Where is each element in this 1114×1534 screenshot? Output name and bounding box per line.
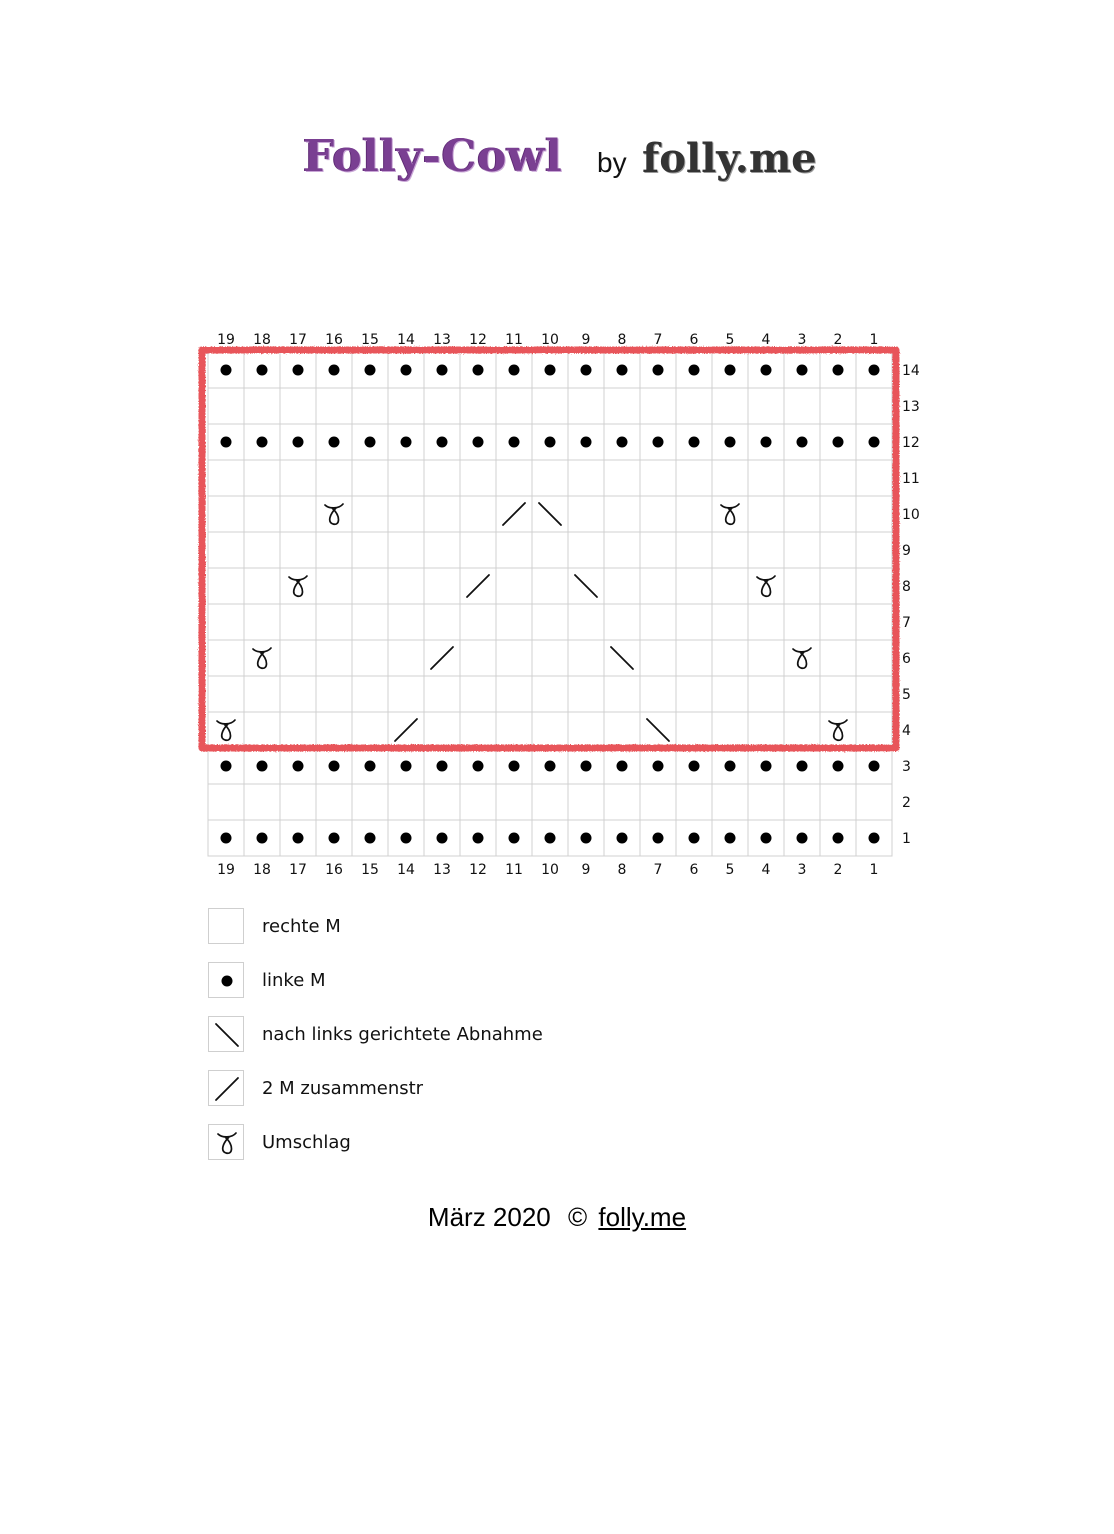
row-number: 7	[902, 615, 911, 631]
column-number-bottom: 2	[833, 862, 843, 878]
purl-dot-icon	[653, 437, 664, 448]
purl-dot-icon	[869, 437, 880, 448]
purl-dot-icon	[473, 365, 484, 376]
column-number-bottom: 4	[761, 862, 771, 878]
purl-dot-icon	[473, 833, 484, 844]
column-number-bottom: 16	[325, 862, 343, 878]
column-number-bottom: 19	[217, 862, 235, 878]
column-number-top: 15	[361, 332, 379, 348]
purl-dot-icon	[545, 437, 556, 448]
purl-dot-icon	[689, 761, 700, 772]
row-number: 4	[902, 723, 911, 739]
column-number-bottom: 11	[505, 862, 523, 878]
column-number-bottom: 15	[361, 862, 379, 878]
purl-dot-icon	[221, 365, 232, 376]
column-number-top: 17	[289, 332, 307, 348]
column-number-top: 3	[797, 332, 807, 348]
purl-dot-icon	[293, 437, 304, 448]
purl-dot-icon	[545, 761, 556, 772]
column-number-bottom: 1	[869, 862, 879, 878]
purl-dot-icon	[293, 365, 304, 376]
row-number: 13	[902, 399, 920, 415]
purl-dot-icon	[869, 833, 880, 844]
purl-dot-icon	[761, 365, 772, 376]
purl-dot-icon	[365, 833, 376, 844]
purl-dot-icon	[689, 833, 700, 844]
row-number: 11	[902, 471, 920, 487]
purl-dot-icon	[222, 976, 233, 987]
purl-dot-icon	[401, 833, 412, 844]
purl-dot-icon	[653, 833, 664, 844]
legend-item-purl	[208, 962, 908, 1000]
purl-dot-icon	[365, 437, 376, 448]
legend-symbol	[209, 963, 245, 999]
legend-item-k2tog	[208, 1070, 908, 1108]
purl-dot-icon	[437, 365, 448, 376]
footer	[0, 1202, 1114, 1233]
purl-dot-icon	[833, 833, 844, 844]
legend-symbol	[209, 909, 245, 945]
purl-dot-icon	[617, 437, 628, 448]
purl-dot-icon	[797, 365, 808, 376]
column-number-bottom: 17	[289, 862, 307, 878]
legend-label: 2 M zusammenstr	[262, 1078, 424, 1099]
purl-dot-icon	[329, 761, 340, 772]
column-number-top: 1	[869, 332, 879, 348]
purl-dot-icon	[401, 761, 412, 772]
column-number-top: 16	[325, 332, 343, 348]
column-number-top: 6	[689, 332, 699, 348]
column-number-bottom: 9	[581, 862, 591, 878]
purl-dot-icon	[833, 437, 844, 448]
purl-dot-icon	[725, 365, 736, 376]
row-number: 6	[902, 651, 911, 667]
column-number-bottom: 13	[433, 862, 451, 878]
legend-label: rechte M	[262, 916, 341, 937]
column-number-top: 9	[581, 332, 591, 348]
row-number: 3	[902, 759, 911, 775]
column-number-bottom: 14	[397, 862, 415, 878]
column-number-bottom: 7	[653, 862, 663, 878]
purl-dot-icon	[509, 365, 520, 376]
purl-dot-icon	[329, 833, 340, 844]
purl-dot-icon	[257, 761, 268, 772]
footer-link[interactable]: folly.me	[598, 1202, 687, 1232]
by-label: by	[597, 147, 627, 178]
row-number: 8	[902, 579, 911, 595]
column-number-top: 5	[725, 332, 735, 348]
legend-item-yo	[208, 1124, 908, 1162]
purl-dot-icon	[293, 833, 304, 844]
purl-dot-icon	[509, 833, 520, 844]
column-number-bottom: 18	[253, 862, 271, 878]
purl-dot-icon	[653, 761, 664, 772]
purl-dot-icon	[725, 437, 736, 448]
pattern-title: Folly-Cowl	[303, 131, 563, 182]
purl-dot-icon	[617, 833, 628, 844]
column-number-top: 8	[617, 332, 627, 348]
column-number-top: 7	[653, 332, 663, 348]
purl-dot-icon	[473, 437, 484, 448]
column-number-top: 14	[397, 332, 415, 348]
column-number-top: 12	[469, 332, 487, 348]
dot-icon	[208, 962, 244, 998]
purl-dot-icon	[365, 365, 376, 376]
footer-date: März 2020	[427, 1202, 551, 1232]
purl-dot-icon	[545, 833, 556, 844]
purl-dot-icon	[509, 761, 520, 772]
purl-dot-icon	[761, 761, 772, 772]
purl-dot-icon	[869, 365, 880, 376]
purl-dot-icon	[797, 437, 808, 448]
purl-dot-icon	[437, 833, 448, 844]
purl-dot-icon	[833, 761, 844, 772]
purl-dot-icon	[401, 437, 412, 448]
copyright-symbol: ©	[568, 1202, 588, 1232]
purl-dot-icon	[221, 761, 232, 772]
row-number: 9	[902, 543, 911, 559]
row-number: 10	[902, 507, 920, 523]
purl-dot-icon	[473, 761, 484, 772]
row-number: 5	[902, 687, 911, 703]
ssk-backslash-icon	[216, 1024, 238, 1046]
purl-dot-icon	[581, 833, 592, 844]
purl-dot-icon	[257, 437, 268, 448]
legend-label: linke M	[262, 970, 326, 991]
purl-dot-icon	[689, 365, 700, 376]
brand-logo: folly.me	[642, 135, 817, 182]
purl-dot-icon	[545, 365, 556, 376]
purl-dot-icon	[509, 437, 520, 448]
column-number-top: 18	[253, 332, 271, 348]
empty-square-icon	[208, 908, 244, 944]
purl-dot-icon	[257, 833, 268, 844]
purl-dot-icon	[617, 761, 628, 772]
legend-symbol	[209, 1125, 245, 1161]
purl-dot-icon	[581, 365, 592, 376]
purl-dot-icon	[581, 437, 592, 448]
column-number-top: 13	[433, 332, 451, 348]
purl-dot-icon	[221, 833, 232, 844]
purl-dot-icon	[401, 365, 412, 376]
purl-dot-icon	[869, 761, 880, 772]
column-number-bottom: 6	[689, 862, 699, 878]
legend-label: nach links gerichtete Abnahme	[262, 1024, 543, 1045]
yarn-over-loop-icon	[208, 1124, 244, 1160]
slash-icon	[208, 1070, 244, 1106]
purl-dot-icon	[761, 437, 772, 448]
column-number-top: 10	[541, 332, 559, 348]
column-number-bottom: 5	[725, 862, 735, 878]
yarn-over-loop-icon	[218, 1133, 236, 1153]
purl-dot-icon	[833, 365, 844, 376]
column-number-bottom: 12	[469, 862, 487, 878]
purl-dot-icon	[581, 761, 592, 772]
k2tog-slash-icon	[216, 1078, 238, 1100]
purl-dot-icon	[617, 365, 628, 376]
column-number-top: 2	[833, 332, 843, 348]
purl-dot-icon	[797, 833, 808, 844]
purl-dot-icon	[653, 365, 664, 376]
purl-dot-icon	[329, 365, 340, 376]
legend-label: Umschlag	[262, 1132, 351, 1153]
legend-symbol	[209, 1071, 245, 1107]
column-number-bottom: 10	[541, 862, 559, 878]
purl-dot-icon	[725, 761, 736, 772]
row-number: 1	[902, 831, 911, 847]
column-number-top: 11	[505, 332, 523, 348]
column-number-top: 19	[217, 332, 235, 348]
column-number-top: 4	[761, 332, 771, 348]
row-number: 14	[902, 363, 920, 379]
purl-dot-icon	[437, 761, 448, 772]
chart-grid	[208, 352, 892, 856]
column-number-bottom: 3	[797, 862, 807, 878]
legend-symbol	[209, 1017, 245, 1053]
row-number: 12	[902, 435, 920, 451]
purl-dot-icon	[221, 437, 232, 448]
purl-dot-icon	[725, 833, 736, 844]
legend-item-ssk	[208, 1016, 908, 1054]
legend-item-knit	[208, 908, 908, 946]
purl-dot-icon	[329, 437, 340, 448]
purl-dot-icon	[365, 761, 376, 772]
purl-dot-icon	[797, 761, 808, 772]
purl-dot-icon	[437, 437, 448, 448]
backslash-icon	[208, 1016, 244, 1052]
row-number: 2	[902, 795, 911, 811]
column-number-bottom: 8	[617, 862, 627, 878]
purl-dot-icon	[689, 437, 700, 448]
purl-dot-icon	[761, 833, 772, 844]
purl-dot-icon	[293, 761, 304, 772]
purl-dot-icon	[257, 365, 268, 376]
